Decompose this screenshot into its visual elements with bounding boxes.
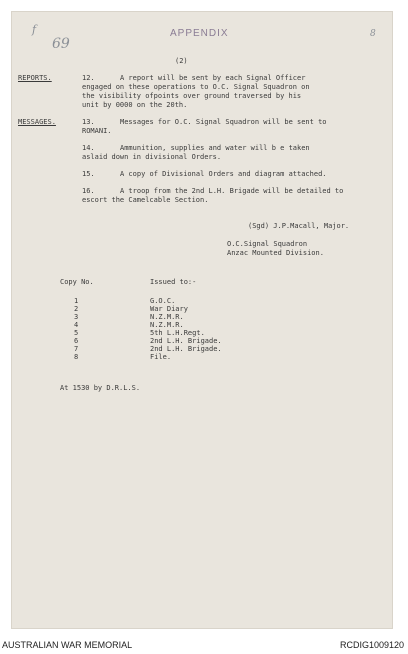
distribution-recipient: 2nd L.H. Brigade. [150,345,222,353]
para-16-line-2: escort the Camelcable Section. [82,196,209,204]
signature-title-1: O.C.Signal Squadron [227,240,308,248]
reports-heading: REPORTS. [18,74,52,82]
corner-handwritten-mark: f [32,23,37,36]
distribution-copy-number: 7 [74,345,79,353]
messages-heading: MESSAGES. [18,118,56,126]
distribution-recipient: 5th L.H.Regt. [150,329,205,337]
reports-line-2: engaged on these operations to O.C. Signal Squadron on [82,83,310,91]
document-paper [12,12,392,628]
distribution-copy-number: 8 [74,353,79,361]
distribution-copy-number: 2 [74,305,79,313]
signature-line: (Sgd) J.P.Macall, Major. [248,222,350,230]
distribution-recipient: G.O.C. [150,297,176,305]
footer-source: AUSTRALIAN WAR MEMORIAL [2,640,133,650]
messages-line-2: ROMANI. [82,127,112,135]
reports-line-1: A report will be sent by each Signal Officer [120,74,306,82]
para-14-number: 14. [82,144,95,152]
issued-note: At 1530 by D.R.L.S. [60,384,141,392]
para-15-line-1: A copy of Divisional Orders and diagram attached. [120,170,327,178]
para-15-number: 15. [82,170,95,178]
folio-number: 69 [52,36,70,52]
reports-line-3: the visibility ofpoints over ground traversed by his [82,92,302,100]
para-14-line-2: aslaid down in divisional Orders. [82,153,222,161]
distribution-recipient: War Diary [150,305,188,313]
appendix-stamp: APPENDIX [170,28,229,39]
distribution-copy-number: 6 [74,337,79,345]
para-14-line-1: Ammunition, supplies and water will b e taken [120,144,310,152]
distribution-copy-number: 4 [74,321,79,329]
distribution-copy-number: 1 [74,297,79,305]
distribution-copy-number: 5 [74,329,79,337]
distribution-recipient: 2nd L.H. Brigade. [150,337,222,345]
distribution-copy-number: 3 [74,313,79,321]
footer-record-id: RCDIG1009120 [339,640,404,650]
messages-line-1: Messages for O.C. Signal Squadron will be sent to [120,118,327,126]
para-16-number: 16. [82,187,95,195]
para-16-line-1: A troop from the 2nd L.H. Brigade will be detailed to [120,187,344,195]
distribution-recipient: N.Z.M.R. [150,313,184,321]
distribution-recipient: File. [150,353,172,361]
reports-line-4: unit by 0000 on the 20th. [82,101,188,109]
distribution-issued-header: Issued to:- [150,278,197,286]
reports-number: 12. [82,74,95,82]
page-mark: 8 [370,29,376,39]
distribution-copy-header: Copy No. [60,278,94,286]
distribution-recipient: N.Z.M.R. [150,321,184,329]
signature-title-2: Anzac Mounted Division. [227,249,324,257]
page-number: (2) [175,57,188,65]
messages-number: 13. [82,118,95,126]
